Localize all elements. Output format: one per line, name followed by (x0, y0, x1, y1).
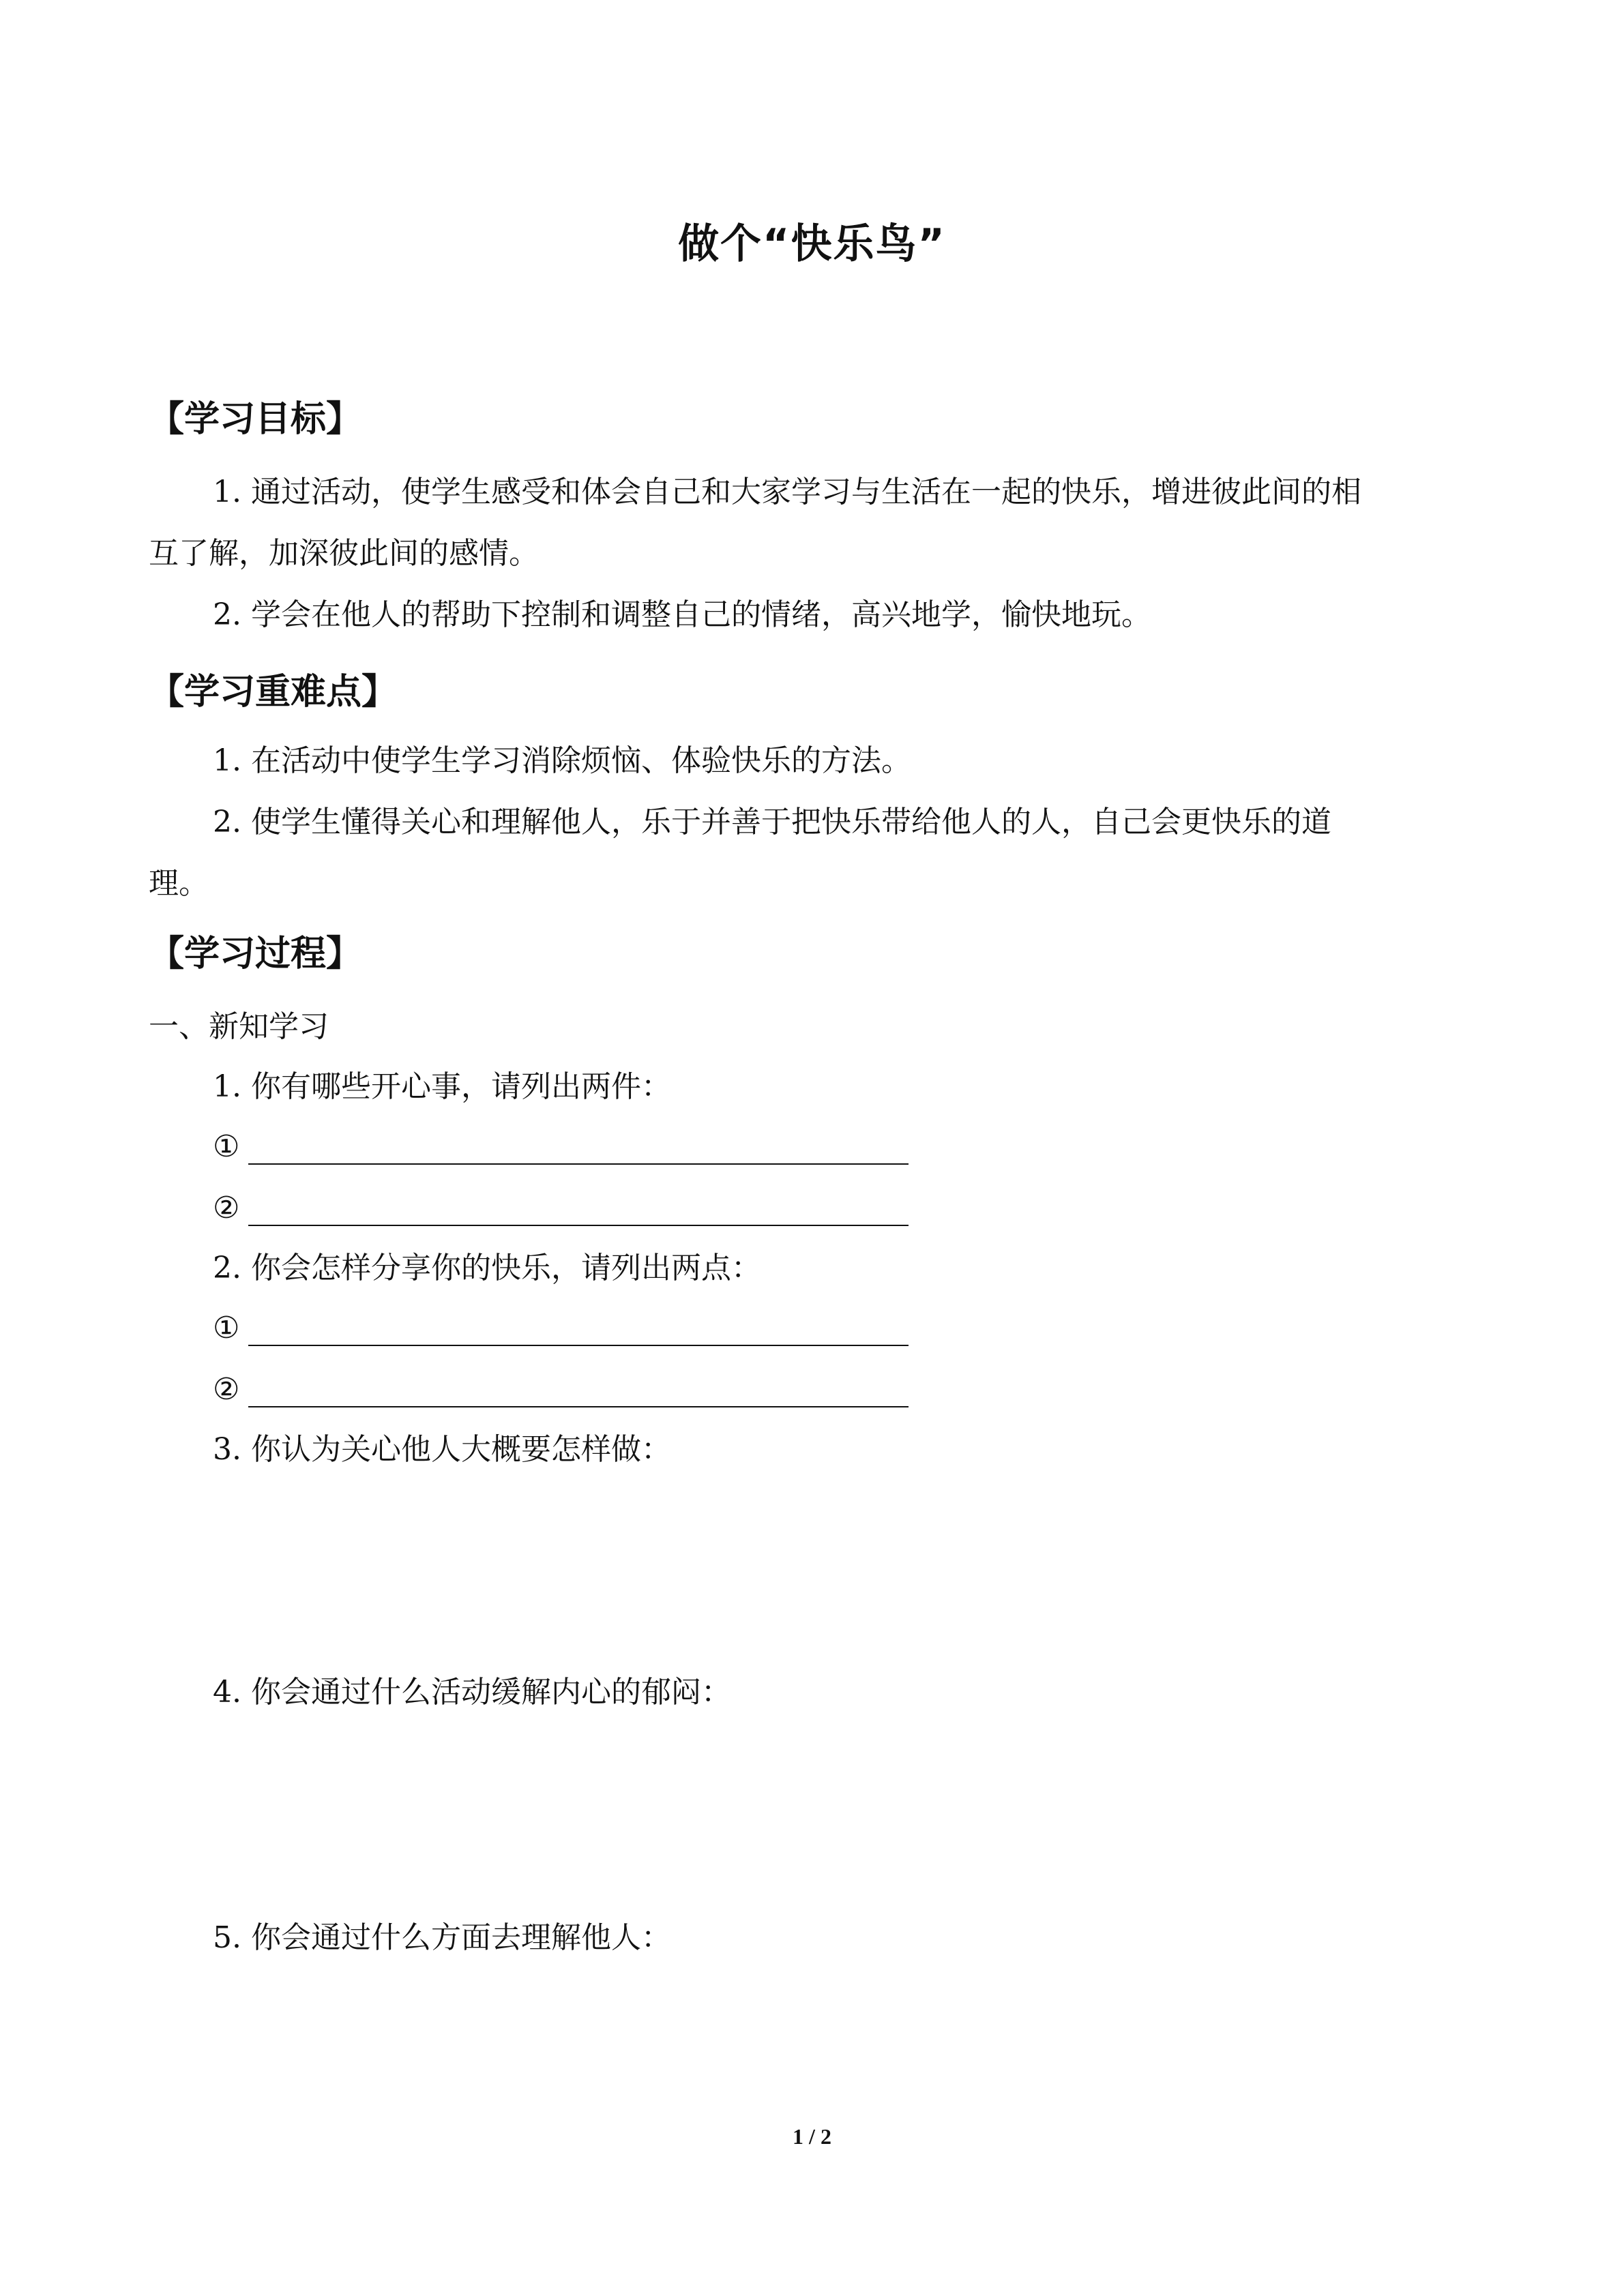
answer-blank-2a[interactable] (213, 1311, 239, 1345)
question-2: 2. 你会怎样分享你的快乐，请列出两点： (213, 1251, 761, 1285)
answer-line (248, 1225, 909, 1226)
blank-marker: ① (213, 1129, 240, 1164)
answer-line (248, 1163, 909, 1165)
goal-item-1: 1. 通过活动，使学生感受和体会自己和大家学习与生活在一起的快乐，增进彼此间的相 (213, 475, 1361, 509)
question-3: 3. 你认为关心他人大概要怎样做： (213, 1432, 671, 1467)
goal-item-1-continued: 互了解，加深彼此间的感情。 (149, 536, 539, 571)
question-4: 4. 你会通过什么活动缓解内心的郁闷： (213, 1675, 731, 1710)
answer-line (248, 1406, 909, 1407)
process-subheading: 一、新知学习 (149, 1009, 329, 1044)
answer-blank-2b[interactable] (213, 1372, 239, 1407)
page-number: 1 / 2 (793, 2124, 831, 2149)
section-heading-goals: 【学习目标】 (149, 399, 362, 440)
answer-blank-1a[interactable] (213, 1129, 239, 1164)
section-heading-process: 【学习过程】 (149, 934, 362, 974)
answer-blank-1b[interactable] (213, 1191, 239, 1225)
blank-marker: ② (213, 1372, 240, 1407)
question-1: 1. 你有哪些开心事，请列出两件： (213, 1069, 671, 1104)
key-point-item-2: 2. 使学生懂得关心和理解他人，乐于并善于把快乐带给他人的人，自己会更快乐的道 (213, 805, 1331, 839)
answer-line (248, 1345, 909, 1346)
key-point-item-2-continued: 理。 (149, 866, 209, 901)
page-title: 做个“快乐鸟” (678, 220, 946, 268)
blank-marker: ② (213, 1191, 240, 1225)
section-heading-key-points: 【学习重难点】 (149, 672, 398, 713)
blank-marker: ① (213, 1311, 240, 1345)
goal-item-2: 2. 学会在他人的帮助下控制和调整自己的情绪，高兴地学，愉快地玩。 (213, 597, 1151, 632)
key-point-item-1: 1. 在活动中使学生学习消除烦恼、体验快乐的方法。 (213, 743, 911, 778)
question-5: 5. 你会通过什么方面去理解他人： (213, 1920, 671, 1955)
